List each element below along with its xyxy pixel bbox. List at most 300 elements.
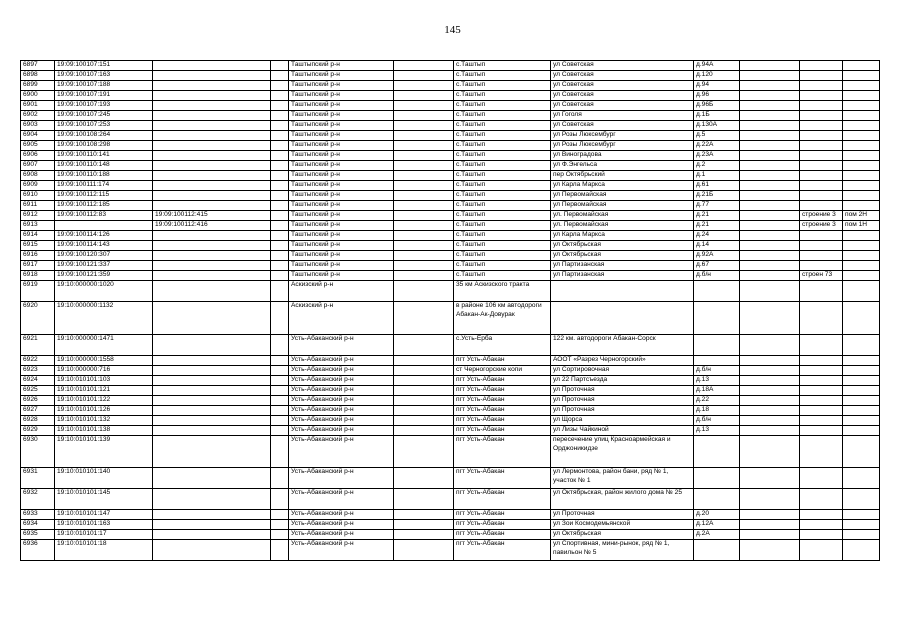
cell-blank-3 (740, 61, 800, 71)
cell-settlement: с.Таштып (454, 111, 551, 121)
cell-row-number: 6916 (21, 251, 55, 261)
cell-secondary-cadastral-number: 19:09:100112:415 (153, 211, 271, 221)
cell-cadastral-number: 19:09:100107:245 (55, 111, 153, 121)
cell-settlement: с.Таштып (454, 91, 551, 101)
cell-secondary-cadastral-number (153, 121, 271, 131)
cell-street (551, 302, 694, 335)
cell-house: д.96 (694, 91, 740, 101)
cell-district: Усть-Абаканский р-н (289, 386, 394, 396)
cell-blank-3 (740, 261, 800, 271)
cell-blank (271, 335, 289, 356)
cell-blank (271, 520, 289, 530)
cell-district: Таштыпский р-н (289, 251, 394, 261)
table-body (21, 61, 880, 561)
cell-blank-2 (394, 111, 454, 121)
cell-district: Таштыпский р-н (289, 191, 394, 201)
cell-cadastral-number (55, 221, 153, 231)
cell-blank (271, 376, 289, 386)
table-row (21, 221, 880, 231)
cell-row-number: 6932 (21, 489, 55, 510)
cell-secondary-cadastral-number (153, 436, 271, 468)
cell-street: ул Спортивная, мини-рынок, ряд № 1, павильон № 5 (551, 540, 694, 561)
cell-blank-2 (394, 141, 454, 151)
cell-cadastral-number: 19:09:100108:264 (55, 131, 153, 141)
cell-row-number: 6914 (21, 231, 55, 241)
cell-house: д.22А (694, 141, 740, 151)
cell-blank-3 (740, 436, 800, 468)
cell-settlement: пгт Усть-Абакан (454, 468, 551, 489)
table-row (21, 211, 880, 221)
cell-street: ул Советская (551, 91, 694, 101)
cell-district: Усть-Абаканский р-н (289, 520, 394, 530)
cell-settlement: пгт Усть-Абакан (454, 396, 551, 406)
cell-settlement: с.Таштып (454, 261, 551, 271)
cell-blank-3 (740, 530, 800, 540)
cell-cadastral-number: 19:10:000000:1471 (55, 335, 153, 356)
cell-blank (271, 121, 289, 131)
cell-blank-3 (740, 171, 800, 181)
table-row (21, 396, 880, 406)
cell-street: ул Октябрьская (551, 530, 694, 540)
cell-blank-3 (740, 540, 800, 561)
cell-house (694, 302, 740, 335)
cell-premises (843, 335, 880, 356)
cell-blank (271, 91, 289, 101)
cell-blank-3 (740, 201, 800, 211)
cell-settlement: пгт Усть-Абакан (454, 416, 551, 426)
cell-cadastral-number: 19:09:100114:126 (55, 231, 153, 241)
cell-row-number: 6928 (21, 416, 55, 426)
cell-premises (843, 181, 880, 191)
cell-street: ул Октябрьская (551, 251, 694, 261)
cell-street: ул Октябрьская (551, 241, 694, 251)
cell-secondary-cadastral-number (153, 406, 271, 416)
cell-settlement: пгт Усть-Абакан (454, 520, 551, 530)
cell-blank-2 (394, 386, 454, 396)
cell-street: ул Лермонтова, район бани, ряд № 1, участок № 1 (551, 468, 694, 489)
cell-blank-2 (394, 281, 454, 302)
cell-building (800, 231, 843, 241)
cell-settlement: пгт Усть-Абакан (454, 426, 551, 436)
cell-blank (271, 510, 289, 520)
cell-blank (271, 530, 289, 540)
cell-premises (843, 231, 880, 241)
cell-settlement: с.Таштып (454, 221, 551, 231)
cell-row-number: 6921 (21, 335, 55, 356)
cell-secondary-cadastral-number (153, 356, 271, 366)
cell-blank (271, 81, 289, 91)
cell-blank (271, 356, 289, 366)
cell-settlement: пгт Усть-Абакан (454, 530, 551, 540)
cell-blank-2 (394, 61, 454, 71)
cell-cadastral-number: 19:10:010101:145 (55, 489, 153, 510)
cell-secondary-cadastral-number (153, 131, 271, 141)
cell-district: Таштыпский р-н (289, 141, 394, 151)
cell-blank (271, 241, 289, 251)
cell-blank (271, 261, 289, 271)
cell-blank-3 (740, 111, 800, 121)
cell-street: ул 22 Партсъезда (551, 376, 694, 386)
cell-building (800, 376, 843, 386)
cell-row-number: 6915 (21, 241, 55, 251)
cell-premises (843, 436, 880, 468)
cell-settlement: с.Таштып (454, 81, 551, 91)
cell-house (694, 281, 740, 302)
cell-row-number: 6905 (21, 141, 55, 151)
cell-building (800, 61, 843, 71)
cell-secondary-cadastral-number (153, 510, 271, 520)
cell-district: Усть-Абаканский р-н (289, 530, 394, 540)
cell-house: д.77 (694, 201, 740, 211)
cell-building (800, 111, 843, 121)
cell-district: Аскизский р-н (289, 302, 394, 335)
cell-secondary-cadastral-number (153, 426, 271, 436)
table-row (21, 81, 880, 91)
cell-secondary-cadastral-number (153, 386, 271, 396)
cell-row-number: 6923 (21, 366, 55, 376)
cell-building (800, 81, 843, 91)
cell-blank (271, 101, 289, 111)
cell-secondary-cadastral-number (153, 71, 271, 81)
cell-blank-2 (394, 131, 454, 141)
cell-settlement: с.Усть-Ерба (454, 335, 551, 356)
cell-blank-3 (740, 181, 800, 191)
cell-cadastral-number: 19:10:010101:17 (55, 530, 153, 540)
cell-cadastral-number: 19:09:100112:115 (55, 191, 153, 201)
table-row (21, 261, 880, 271)
cell-district: Усть-Абаканский р-н (289, 510, 394, 520)
cell-settlement: пгт Усть-Абакан (454, 489, 551, 510)
cell-premises: пом 2Н (843, 211, 880, 221)
table-row (21, 302, 880, 335)
cell-street: ул Карла Маркса (551, 231, 694, 241)
cell-blank-3 (740, 386, 800, 396)
cell-blank (271, 251, 289, 261)
cell-row-number: 6912 (21, 211, 55, 221)
cell-building (800, 251, 843, 261)
cell-cadastral-number: 19:10:000000:1020 (55, 281, 153, 302)
cell-secondary-cadastral-number (153, 161, 271, 171)
cell-blank-2 (394, 396, 454, 406)
cell-street: АООТ «Разрез Черногорский» (551, 356, 694, 366)
cell-premises (843, 121, 880, 131)
cell-building (800, 468, 843, 489)
cell-cadastral-number: 19:09:100110:141 (55, 151, 153, 161)
cell-premises (843, 141, 880, 151)
cell-cadastral-number: 19:10:000000:716 (55, 366, 153, 376)
cell-building (800, 406, 843, 416)
cell-blank-2 (394, 406, 454, 416)
cell-street: ул Проточная (551, 386, 694, 396)
cell-settlement: с.Таштып (454, 151, 551, 161)
cell-house (694, 540, 740, 561)
cell-secondary-cadastral-number (153, 366, 271, 376)
cell-building (800, 426, 843, 436)
cell-building (800, 335, 843, 356)
cell-blank-3 (740, 161, 800, 171)
cell-secondary-cadastral-number (153, 376, 271, 386)
cell-blank-3 (740, 416, 800, 426)
cell-blank (271, 540, 289, 561)
cell-building (800, 356, 843, 366)
cell-house: д.67 (694, 261, 740, 271)
cell-building (800, 201, 843, 211)
cell-settlement: с.Таштып (454, 161, 551, 171)
cell-blank-3 (740, 281, 800, 302)
cell-house: д.5 (694, 131, 740, 141)
cell-premises (843, 161, 880, 171)
cell-building (800, 489, 843, 510)
cell-building (800, 416, 843, 426)
cell-premises (843, 416, 880, 426)
cell-settlement: в районе 106 км автодороги Абакан-Ак-Довурак (454, 302, 551, 335)
cell-district: Таштыпский р-н (289, 81, 394, 91)
cell-settlement: с.Таштып (454, 231, 551, 241)
cell-premises (843, 376, 880, 386)
cell-blank (271, 151, 289, 161)
cell-secondary-cadastral-number (153, 335, 271, 356)
cell-cadastral-number: 19:09:100107:193 (55, 101, 153, 111)
cell-blank (271, 281, 289, 302)
cell-street: ул Партизанская (551, 261, 694, 271)
cell-blank (271, 131, 289, 141)
cell-district: Усть-Абаканский р-н (289, 356, 394, 366)
cell-blank-2 (394, 71, 454, 81)
cell-cadastral-number: 19:09:100108:298 (55, 141, 153, 151)
table-row (21, 520, 880, 530)
cell-building (800, 161, 843, 171)
cell-row-number: 6927 (21, 406, 55, 416)
cell-street: ул Розы Люксембург (551, 141, 694, 151)
cell-blank (271, 171, 289, 181)
table-row (21, 468, 880, 489)
cell-settlement: с.Таштып (454, 121, 551, 131)
cell-street: 122 км. автодороги Абакан-Сорск (551, 335, 694, 356)
cell-premises: пом 1Н (843, 221, 880, 231)
cell-blank-2 (394, 376, 454, 386)
cell-blank (271, 426, 289, 436)
cell-blank-3 (740, 366, 800, 376)
cell-district: Усть-Абаканский р-н (289, 376, 394, 386)
cell-blank (271, 111, 289, 121)
cell-house: д.б/н (694, 416, 740, 426)
table-row (21, 151, 880, 161)
cell-cadastral-number: 19:10:010101:126 (55, 406, 153, 416)
cell-district: Усть-Абаканский р-н (289, 436, 394, 468)
cell-blank (271, 436, 289, 468)
cell-premises (843, 271, 880, 281)
cell-blank-3 (740, 71, 800, 81)
cell-secondary-cadastral-number (153, 151, 271, 161)
cell-building (800, 191, 843, 201)
cell-blank-3 (740, 271, 800, 281)
cell-blank (271, 181, 289, 191)
table-row (21, 191, 880, 201)
cell-premises (843, 61, 880, 71)
cell-house: д.1Б (694, 111, 740, 121)
cell-row-number: 6913 (21, 221, 55, 231)
cell-blank-2 (394, 231, 454, 241)
cell-blank (271, 386, 289, 396)
cell-premises (843, 426, 880, 436)
cell-street: ул Ф.Энгельса (551, 161, 694, 171)
cell-premises (843, 406, 880, 416)
cell-blank-3 (740, 356, 800, 366)
cell-premises (843, 201, 880, 211)
cell-row-number: 6933 (21, 510, 55, 520)
cell-row-number: 6926 (21, 396, 55, 406)
cell-street: ул Карла Маркса (551, 181, 694, 191)
cell-cadastral-number: 19:10:010101:132 (55, 416, 153, 426)
cell-row-number: 6936 (21, 540, 55, 561)
cell-district: Усть-Абаканский р-н (289, 366, 394, 376)
cell-house: д.2А (694, 530, 740, 540)
cell-blank-2 (394, 121, 454, 131)
cell-building (800, 181, 843, 191)
cell-blank-3 (740, 211, 800, 221)
cell-street: ул Советская (551, 101, 694, 111)
cell-secondary-cadastral-number (153, 61, 271, 71)
cell-blank-3 (740, 406, 800, 416)
cell-settlement: с.Таштып (454, 271, 551, 281)
cell-building (800, 261, 843, 271)
cell-blank-2 (394, 191, 454, 201)
cell-blank-2 (394, 510, 454, 520)
table-row (21, 121, 880, 131)
cell-premises (843, 468, 880, 489)
cell-house: д.96Б (694, 101, 740, 111)
cell-district: Таштыпский р-н (289, 71, 394, 81)
cell-row-number: 6898 (21, 71, 55, 81)
cell-district: Таштыпский р-н (289, 101, 394, 111)
cell-secondary-cadastral-number (153, 81, 271, 91)
cell-district: Усть-Абаканский р-н (289, 540, 394, 561)
cell-row-number: 6899 (21, 81, 55, 91)
cell-secondary-cadastral-number: 19:09:100112:416 (153, 221, 271, 231)
cell-house: д.20 (694, 510, 740, 520)
cell-cadastral-number: 19:09:100110:148 (55, 161, 153, 171)
cell-secondary-cadastral-number (153, 241, 271, 251)
cell-district: Усть-Абаканский р-н (289, 426, 394, 436)
cell-blank-3 (740, 520, 800, 530)
cell-blank (271, 221, 289, 231)
cell-house: д.24 (694, 231, 740, 241)
cell-cadastral-number: 19:09:100111:174 (55, 181, 153, 191)
cell-cadastral-number: 19:09:100120:307 (55, 251, 153, 261)
cell-house: д.23А (694, 151, 740, 161)
cell-secondary-cadastral-number (153, 271, 271, 281)
cell-blank-3 (740, 489, 800, 510)
cell-secondary-cadastral-number (153, 281, 271, 302)
table-row (21, 241, 880, 251)
cell-premises (843, 171, 880, 181)
cell-building: строение 3 (800, 211, 843, 221)
cell-premises (843, 101, 880, 111)
cell-row-number: 6900 (21, 91, 55, 101)
cell-settlement: с.Таштып (454, 251, 551, 261)
cell-blank-2 (394, 540, 454, 561)
cell-blank-2 (394, 426, 454, 436)
table-row (21, 510, 880, 520)
cell-building (800, 436, 843, 468)
cell-settlement: пгт Усть-Абакан (454, 386, 551, 396)
cell-blank-2 (394, 416, 454, 426)
cell-secondary-cadastral-number (153, 489, 271, 510)
cell-secondary-cadastral-number (153, 520, 271, 530)
cell-cadastral-number: 19:10:010101:163 (55, 520, 153, 530)
cell-blank-3 (740, 376, 800, 386)
cell-house: д.21 (694, 211, 740, 221)
cell-cadastral-number: 19:09:100107:163 (55, 71, 153, 81)
cell-blank (271, 141, 289, 151)
cell-district: Таштыпский р-н (289, 181, 394, 191)
cell-house: д.12А (694, 520, 740, 530)
cell-blank-2 (394, 302, 454, 335)
cell-blank-3 (740, 396, 800, 406)
cell-secondary-cadastral-number (153, 261, 271, 271)
cell-building (800, 302, 843, 335)
cell-premises (843, 71, 880, 81)
table-row (21, 530, 880, 540)
cell-row-number: 6904 (21, 131, 55, 141)
cell-row-number: 6910 (21, 191, 55, 201)
cell-secondary-cadastral-number (153, 91, 271, 101)
cell-secondary-cadastral-number (153, 171, 271, 181)
cell-premises (843, 241, 880, 251)
cell-row-number: 6903 (21, 121, 55, 131)
cell-blank-3 (740, 426, 800, 436)
cell-building (800, 241, 843, 251)
cell-cadastral-number: 19:10:010101:147 (55, 510, 153, 520)
cell-street: ул Советская (551, 61, 694, 71)
cell-settlement: с.Таштып (454, 181, 551, 191)
cell-blank-3 (740, 251, 800, 261)
cell-secondary-cadastral-number (153, 201, 271, 211)
cell-settlement: с.Таштып (454, 201, 551, 211)
cell-cadastral-number: 19:10:010101:122 (55, 396, 153, 406)
cell-premises (843, 261, 880, 271)
cell-blank-3 (740, 302, 800, 335)
cell-settlement: пгт Усть-Абакан (454, 356, 551, 366)
cell-cadastral-number: 19:10:000000:1132 (55, 302, 153, 335)
cell-settlement: ст Черногорские копи (454, 366, 551, 376)
cell-cadastral-number: 19:09:100114:143 (55, 241, 153, 251)
cell-settlement: пгт Усть-Абакан (454, 436, 551, 468)
cell-cadastral-number: 19:10:010101:121 (55, 386, 153, 396)
page-number: 145 (444, 24, 461, 36)
cell-row-number: 6925 (21, 386, 55, 396)
cell-cadastral-number: 19:09:100121:337 (55, 261, 153, 271)
cell-blank-2 (394, 271, 454, 281)
cell-house (694, 436, 740, 468)
cell-building (800, 71, 843, 81)
table-row (21, 436, 880, 468)
cell-premises (843, 356, 880, 366)
cell-building (800, 171, 843, 181)
cell-blank-3 (740, 241, 800, 251)
cell-street: ул Проточная (551, 510, 694, 520)
cell-premises (843, 510, 880, 520)
cell-street: ул. Первомайская (551, 211, 694, 221)
cell-settlement: пгт Усть-Абакан (454, 376, 551, 386)
cell-blank (271, 366, 289, 376)
cell-row-number: 6930 (21, 436, 55, 468)
cell-house (694, 468, 740, 489)
cell-blank-2 (394, 221, 454, 231)
cell-secondary-cadastral-number (153, 396, 271, 406)
table-row (21, 366, 880, 376)
cell-street: ул Зои Космодемьянской (551, 520, 694, 530)
